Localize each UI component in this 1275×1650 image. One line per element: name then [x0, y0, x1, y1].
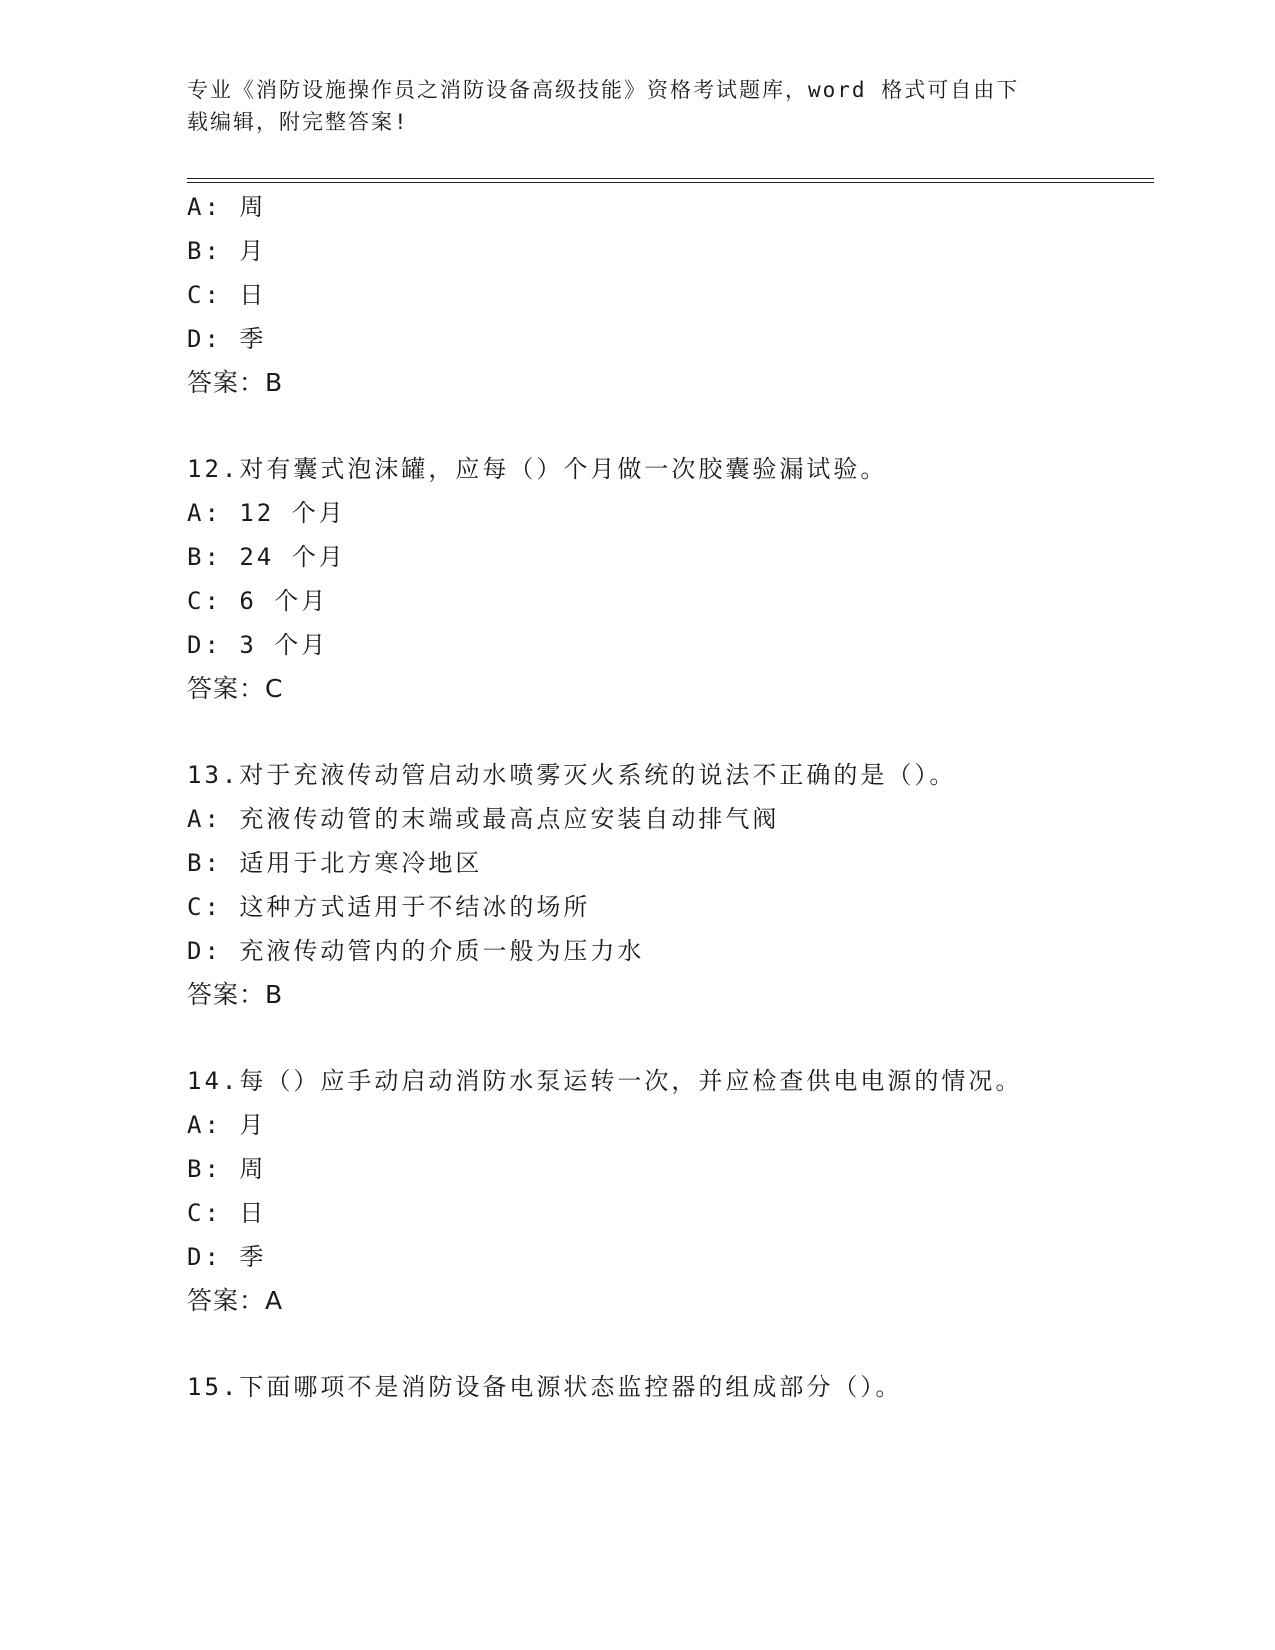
- q14-option-a: A: 月: [187, 1111, 267, 1139]
- q14-option-d: D: 季: [187, 1243, 267, 1271]
- q15-question: 15.下面哪项不是消防设备电源状态监控器的组成部分（）。: [187, 1373, 903, 1401]
- q13-option-d: D: 充液传动管内的介质一般为压力水: [187, 937, 645, 965]
- header-line-2: 载编辑，附完整答案!: [187, 110, 409, 134]
- q14-answer: 答案：A: [187, 1286, 284, 1315]
- header-divider-top: [187, 178, 1154, 179]
- q13-answer: 答案：B: [187, 980, 284, 1009]
- q13-question: 13.对于充液传动管启动水喷雾灭火系统的说法不正确的是（）。: [187, 761, 957, 789]
- document-header: [187, 74, 1087, 138]
- q12-option-a: A: 12 个月: [187, 499, 346, 527]
- q11-option-b: B: 月: [187, 237, 267, 265]
- q11-option-d: D: 季: [187, 325, 267, 353]
- q12-option-d: D: 3 个月: [187, 631, 329, 659]
- q11-answer: 答案：B: [187, 368, 284, 397]
- q11-option-a: A: 周: [187, 193, 267, 221]
- q14-option-b: B: 周: [187, 1155, 267, 1183]
- q13-option-a: A: 充液传动管的末端或最高点应安装自动排气阀: [187, 805, 780, 833]
- q13-option-c: C: 这种方式适用于不结冰的场所: [187, 893, 591, 921]
- q12-answer: 答案：C: [187, 674, 284, 703]
- q12-question: 12.对有囊式泡沫罐，应每（）个月做一次胶囊验漏试验。: [187, 455, 888, 483]
- q12-option-b: B: 24 个月: [187, 543, 346, 571]
- header-divider-bottom: [187, 182, 1154, 183]
- q11-option-c: C: 日: [187, 281, 267, 309]
- q14-question: 14.每（）应手动启动消防水泵运转一次，并应检查供电电源的情况。: [187, 1067, 1023, 1095]
- q12-option-c: C: 6 个月: [187, 587, 329, 615]
- q14-option-c: C: 日: [187, 1199, 267, 1227]
- header-line-1: 专业《消防设施操作员之消防设备高级技能》资格考试题库，word 格式可自由下: [187, 78, 1020, 102]
- q13-option-b: B: 适用于北方寒冷地区: [187, 849, 483, 877]
